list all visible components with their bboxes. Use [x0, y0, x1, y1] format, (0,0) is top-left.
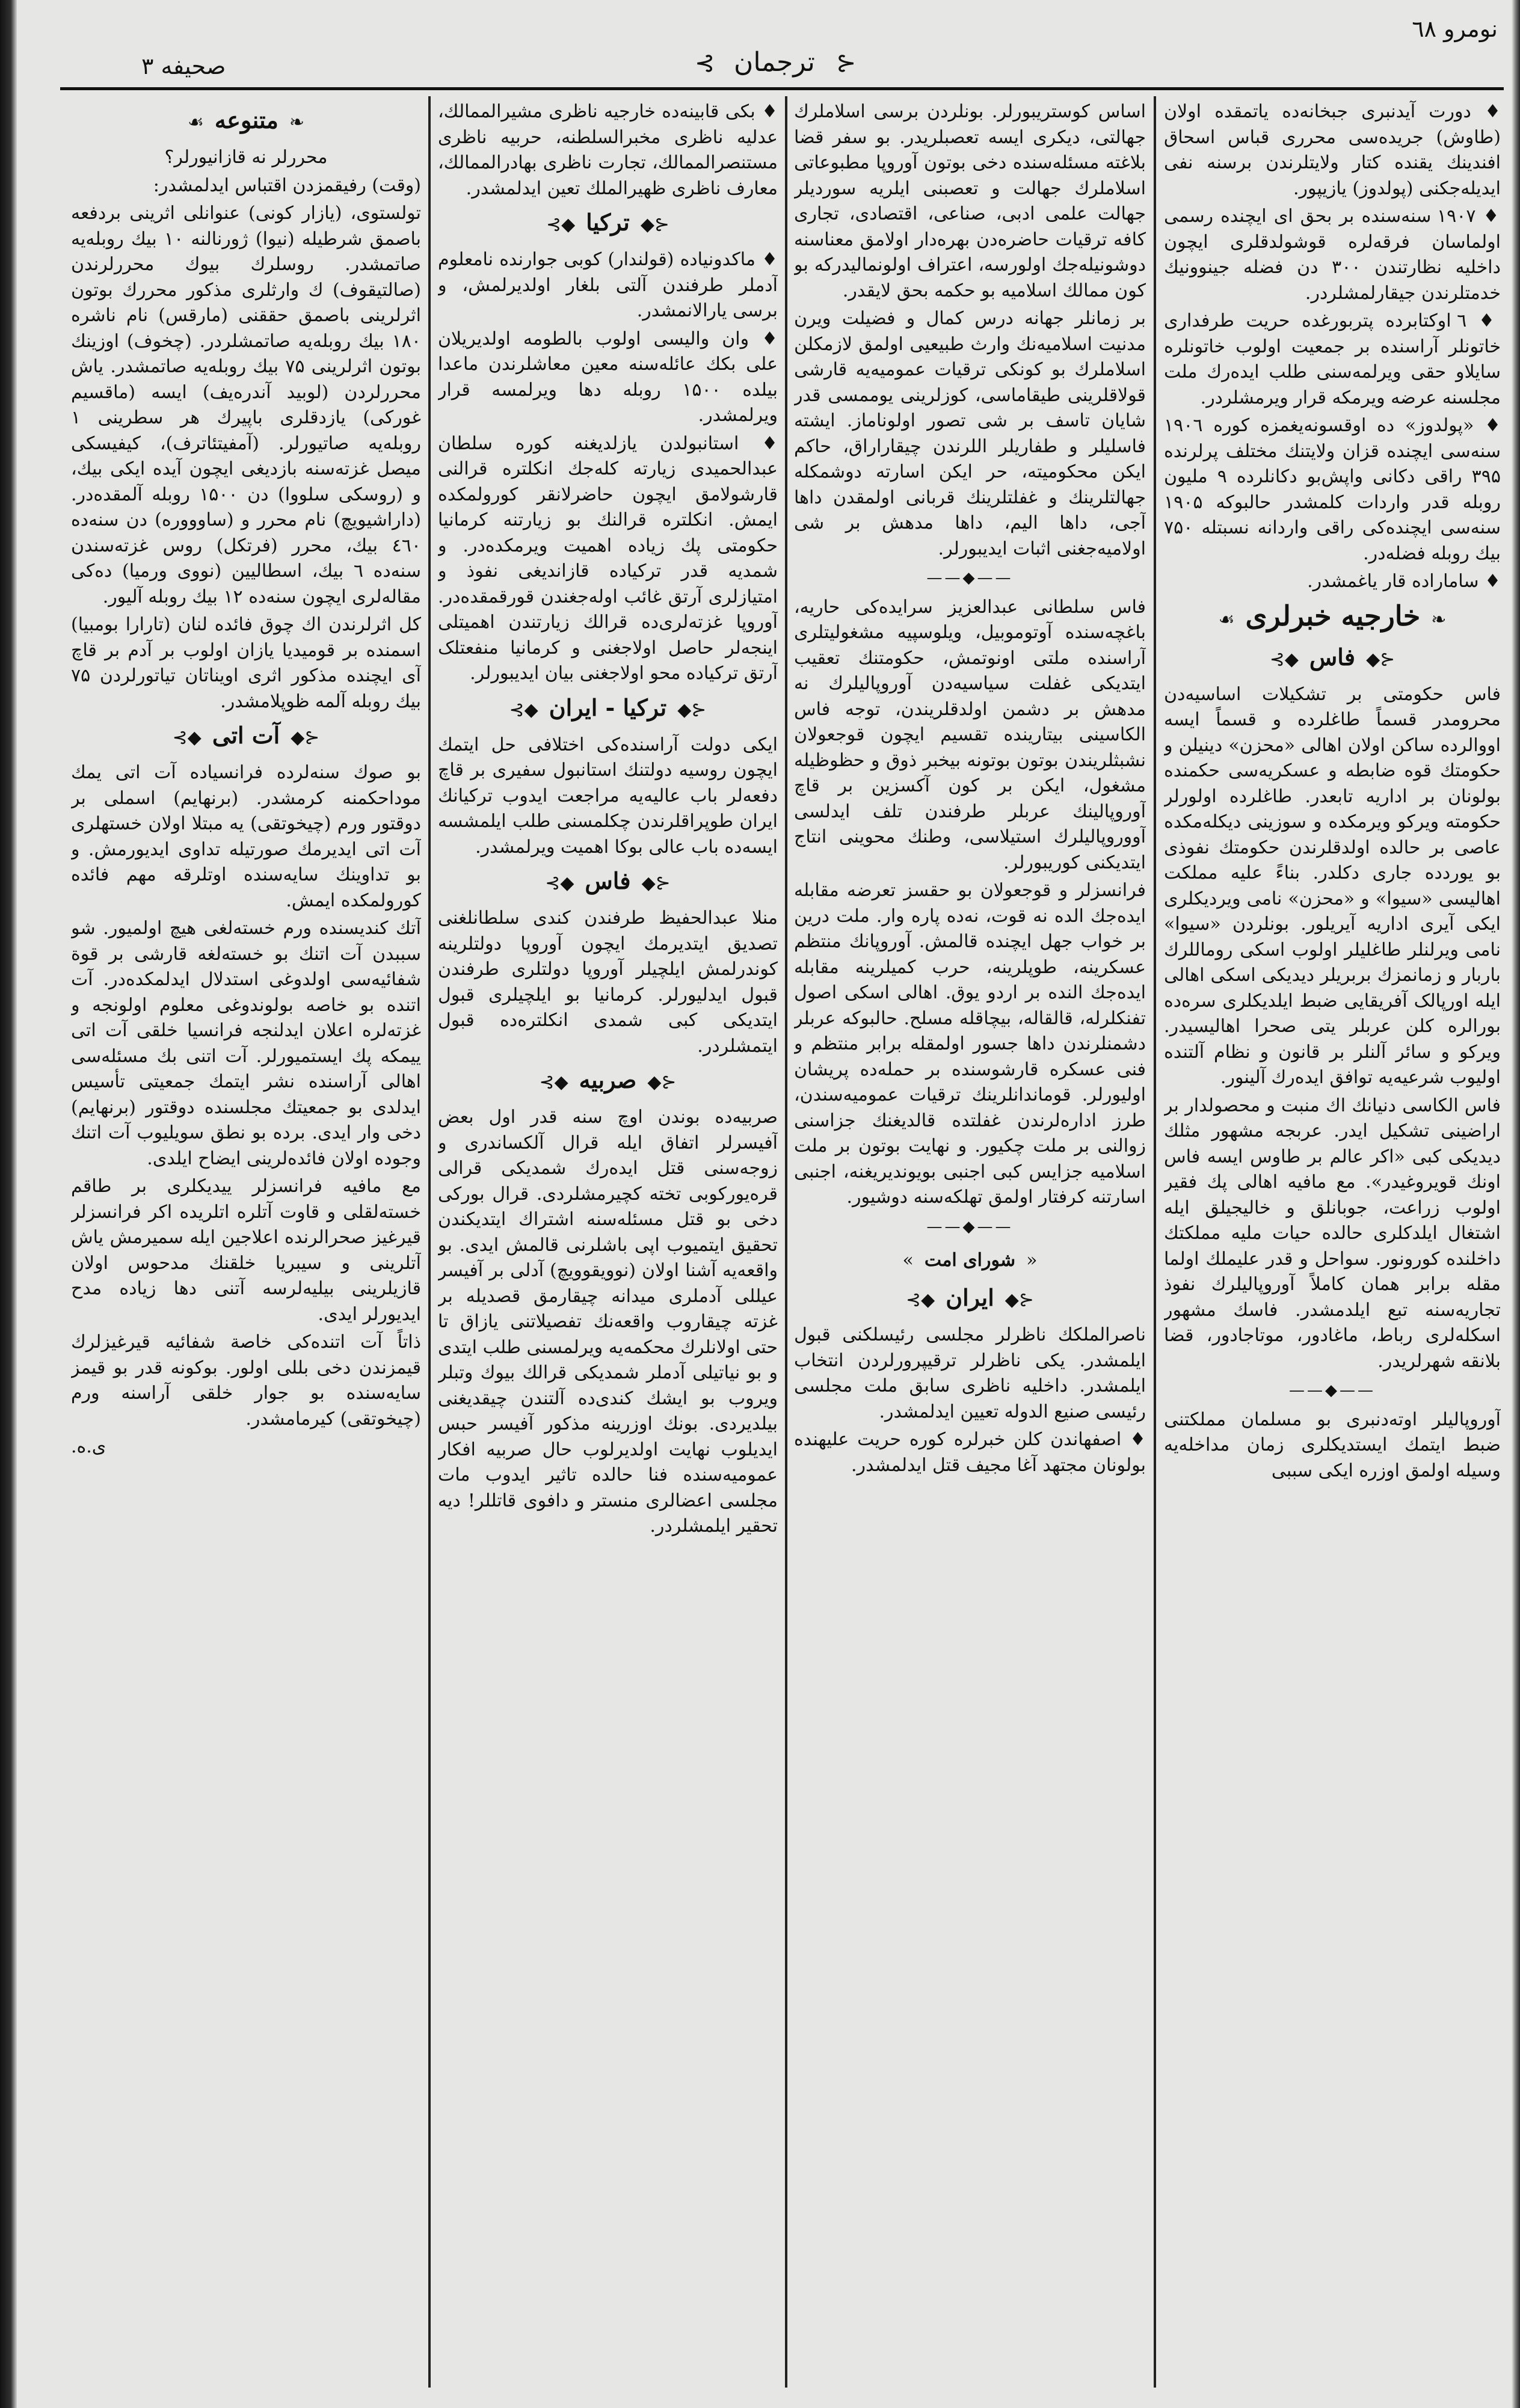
section-heading-turkey-iran	[438, 693, 778, 725]
ornament-icon: ⊰	[695, 49, 715, 77]
section-heading-iran	[794, 1283, 1146, 1315]
ornament-icon: ⊰◆	[677, 699, 707, 720]
divider-icon: ——◆——	[926, 1217, 1014, 1236]
article-paragraph: آتك کندیسنده ورم خسته‌لغی هیچ اولمیور. شو سببدن آت اتنك بو خسته‌لغه قارشی بر قوة شفائیه‌سی اولدوغی استدلال ایدلمکده‌در. آت اتنده بو خاصه بولوندوغی معلوم اولونجه و غزته‌لره اعلان ایدلنجه فرانسیا خلقی آت اتی ییمکه پك ایستمیورلر. آت اتنی بك مسئله‌سی اهالی آراسنده نشر ایتمك جمعیتی تأسیس ایدلدی بو جمعیتك مجلسنده دوقتور (برنهایم) دخی وار ایدی. برده بو نطق سویلیوب آت اتنك وجوده اولان فائده‌لرینی ایضاح ایلدی.	[71, 918, 421, 1169]
signature-line: «شورای امت»	[902, 1250, 1038, 1271]
ornament-icon: ☙	[1218, 609, 1235, 630]
section-heading-fas	[438, 866, 778, 898]
news-item: ♦ ٦ اوکتابرده پتربورغده حریت طرفداری خاتونلر آراسنده بر جمعیت اولوب خاتونلره سایلاو حقی ویرلمه‌سنی طلب ایده‌رك ملت مجلسنه عرضه ویرمکه قرار ویرمشلردر.	[1164, 310, 1501, 408]
ornament-icon: ⊰◆	[291, 727, 320, 748]
issue-number: نومرو ٦٨	[1412, 16, 1498, 42]
page-scan-edge	[1512, 0, 1520, 2408]
page-number: صحیفه ٣	[141, 53, 226, 79]
section-heading-horse-meat	[71, 720, 421, 753]
ornament-icon: ◆⊱	[546, 214, 576, 235]
signature-text: شورای امت	[924, 1250, 1016, 1271]
article-paragraph: آوروپالیلر اوته‌دنبری بو مسلمان مملکتنی ضبط ایتمك ایستدیکلری زمان مداخله‌یه وسیله اولمق اوزره ایکی سببی	[1164, 1408, 1501, 1481]
news-item: ♦ ساماراده قار یاغمشدر.	[1307, 571, 1501, 592]
ornament-icon: ⊰◆	[647, 1072, 677, 1093]
article-paragraph: ایکی دولت آراسنده‌کی اختلافی حل ایتمك ایچون روسیه دولتنك استانبول سفیری بر قاچ دفعه‌لر باب عالیه‌یه مراجعت ایدوب ترکیانك ایران طوپراقلرندن چکلمسنی طلب ایلمشسه ایسه‌ده باب عالی بوکا اهمیت ویرلمشدر.	[438, 734, 778, 858]
ornament-icon: ◆⊱	[172, 727, 202, 748]
section-title: ترکیا - ایران	[549, 693, 667, 721]
author-mark: ی.ه.	[71, 1436, 106, 1457]
section-title: ترکیا	[586, 209, 630, 236]
article-paragraph: فرانسزلر و قوجعولان بو حقسز تعرضه مقابله ایده‌جك الده نه قوت، نه‌ده پاره وار. ملت درین بر خواب جهل ایچنده قالمش. آوروپانك منتظم عسکرینه، طوپلرینه، حرب کمیلرینه مقابله ایده‌جك النده بر اردو یوق. اهالی اسکی اصول تفنکلرله، قالقاله، بیچاقله مسلح. حالبوکه عربلر دشمنلرندن داها جسور اولمقله برابر منتظم و فنی عسکره قارشوسنده بر حمله‌ده پریشان اولیورلر. قوماندانلرینك ترقیات عمومیه‌سندن، طرز اداره‌لرندن غفلتده قالدیغنك جزاسنی زوالنی بر ملت چکیور. و نهایت بوتون بر ملت اسلامیه جزایس کبی اجنبی بویوندیریغنه، اجنبی اسارتنه کرفتار اولمق تهلکه‌سنه دوشیور.	[794, 880, 1146, 1208]
masthead	[36, 11, 1504, 83]
news-item: ♦ بکی قابینه‌ده خارجیه ناظری مشیرالممالك، عدلیه ناظری مخبرالسلطنه، حربیه ناظری مستنصرالممالك، تجارت ناظری بهادرالممالك، معارف ناظری ظهیرالملك تعین ایدلمشدر.	[438, 101, 778, 199]
ornament-icon: ◆⊱	[509, 699, 538, 720]
section-heading-fas	[1164, 642, 1501, 675]
newspaper-title: ترجمان	[734, 47, 815, 78]
article-paragraph: بر زمانلر جهانه درس کمال و فضیلت ویرن مدنیت اسلامیه‌نك وارث طبیعیی اولمق لازمکلن اسلاملرك بو کونکی ترقیات عمومیه‌یه قارشی قولاقلرینی طیقاماسی، کوزلرینی یوممسی قدر شایان تاسف بر شی تصور اولوناماز. ایشته فاسلیلر و طفاریلر اللرندن چیقاراراق، حاکم ایکن محکومیته، حر ایکن اسارته دوشمکله جهالتلرینك و غفلتلرینك قربانی اولمقدن داها آجی، داها الیم، داها مدهش بر شی اولامیه‌جغنی اثبات ایدیبورلر.	[794, 308, 1146, 559]
ornament-icon: ❧	[1431, 609, 1447, 630]
article-paragraph: اساس کوستریبورلر. بونلردن برسی اسلاملرك جهالتی، دیکری ایسه تعصبلریدر. بو سفر قضا بلاغته مسئله‌سنده دخی بوتون آوروپا مطبوعاتی اسلاملرك جهالت و تعصبنی ایلریه سوردیلر جهالت علمی ادبی، صناعی، اقتصادی، تجاری کافه ترقیات حاضره‌دن بهره‌دار اولامق معناسنه دوشونیله‌جك اولورسه، اعتراف اولونمالیدرکه بو کون ممالك اسلامیه بو حکمه بحق لایقدر.	[794, 101, 1146, 301]
article-paragraph: ذاتاً آت اتنده‌کی خاصة شفائیه قیرغیزلرك قیمزندن دخی بللی اولور. بوکونه قدر بو قیمز سایه‌سنده بو جوار خلقی آراسنه ورم (چیخوتقی) کیرمامشدر.	[71, 1331, 421, 1430]
ornament-icon: ☙	[187, 112, 204, 133]
column-middle-left	[438, 99, 778, 2385]
section-title: ایران	[946, 1284, 994, 1311]
section-title: صربیه	[579, 1066, 637, 1093]
section-title: فاس	[585, 867, 631, 894]
ornament-icon: ⊰◆	[641, 873, 671, 894]
section-heading-turkey	[438, 207, 778, 240]
ornament-icon: ⊰◆	[1005, 1289, 1034, 1310]
section-heading-misc	[71, 105, 421, 138]
section-title: خارجیه خبرلری	[1245, 599, 1421, 632]
ornament-icon: ◆⊱	[905, 1289, 935, 1310]
column-rule	[1154, 96, 1156, 2388]
article-paragraph: فاس حکومتی بر تشکیلات اساسیه‌دن محرومدر قسماً طاغلرده و قسماً ایسه اووالرده ساکن اولان اهالی «محزن» دینیلن و حکومتك قوه ضابطه و عسکریه‌سی حکمنده بولونان بر اداریه تابعدر. طاغلرده اولورلر حکومته ویرکو ویرمکده و سوزینی دیکله‌مکده عاصی بر حالده اولدقلرندن حکومتك نفوذی بو یوردده جاری دکلدر. بناءً علیه مملکت اهالیسی «سیوا» و «محزن» نامی ویردیکلری ایکی آیری اداریه آیریلور. بونلردن «سیوا» نامی ویرلنلر طاغلیلر اولوب اسکی روماللرك باربار و زمانمزك بربریلر دیدیکی اسکی اهالی ایله اورپالک آفریقایی ضبط ایلدیکلری سره‌ده بورالره کلن عربلر یتی صحرا اهالیسیدر. ویرکو و سائر آلنلر بر قانون و نظام آلتنده اولیوب شرعیه‌یه توافق ایده‌رك آلینور.	[1164, 683, 1501, 1088]
ornament-icon: ◆⊱	[1269, 648, 1299, 670]
section-heading-serbia	[438, 1065, 778, 1098]
news-item: ♦ استانبولدن یازلدیغنه کوره سلطان عبدالحمیدی زیارته کله‌جك انکلتره قرالنی قارشولامق ایچون حاضرلانقر کورولمکده ایمش. انکلتره قرالنك بو زیارتنه کرمانیا حکومتی پك زیاده اهمیت ویرمکده‌در. و شمدیه قدر ترکیاده قازاندیغی نفوذ و امتیازلری آرتق غائب اوله‌جغندن قورقمقده‌در. آوروپا غزته‌لری‌ده قرالك زیارتندن اهمیتلی اینجه‌لر حاصل اولاجغنی و کرمانیا منفعتلک آرتق ترکیاده محو اولاجغنی بیان ایدیبورلر.	[438, 432, 778, 684]
column-middle-right	[794, 99, 1146, 2385]
divider-icon: ——◆——	[926, 569, 1014, 587]
ornament-icon: ◆⊱	[545, 873, 574, 894]
article-paragraph: فاس الکاسی دنیانك اك منبت و محصولدار بر اراضینی تشکیل ایدر. عربجه مشهور مثلك دیدیکی کبی «اکر عالم بر طاوس ایسه فاس اونك قویروغیدر». مع مافیه اهالی پك فقیر اولوب زراعت، جوبانلق و خالیجیلق ایله اشتغال ایلدکلری حالده حیات ملیه مملکتك داخلنده کورونور. سواحل و قدر علیملك اولما مقله برابر همان کاملاً آوروپالیلرك نفوذ تجاریه‌سنه تبع ایلدمشدر. فاسك مشهور اسکله‌لری رباط، ماغادور، موتاجادور، قضا بلانقه شهرلریدر.	[1164, 1095, 1501, 1372]
ornament-icon: ⊰◆	[1366, 648, 1395, 670]
ornament-icon: ◆⊱	[539, 1072, 568, 1093]
article-source: (وقت) رفیقمزدن اقتباس ایدلمشدر:	[153, 174, 421, 196]
article-subtitle: محررلر نه قازانیورلر؟	[164, 147, 328, 168]
ornament-icon: ❧	[289, 112, 304, 133]
news-item: ♦ «پولدوز» ده اوقسونه‌یغمزه کوره ۱۹۰٦ سنه‌سی ایچنده قزان ولایتنك مختلف پرلرنده ۳۹۵ راقی دکانی واپش‌بو دکانلرده ۹ ملیون روبله قدر واردات کلمشدر حالبوکه ۱۹۰۵ سنه‌سی ایچنده‌کی راقی واردانه نسبتله ۷۵۰ بیك روبله فضله‌در.	[1164, 415, 1501, 564]
column-left	[71, 99, 421, 2385]
article-paragraph: منلا عبدالحفیظ طرفندن کندی سلطانلغنی تصدیق ایتدیرمك ایچون آوروپا دولتلرینه کوندرلمش ایلچیلر آوروپا دولتلری طرفندن قبول ایدلیورلر. کرمانیا بو ایلچیلری قبول ایتدیکی کبی شمدی انکلتره‌ده قبول ایتمشلردر.	[438, 908, 778, 1057]
page-scan-edge	[0, 0, 17, 2408]
news-item: ♦ وان والیسی اولوب بالطومه اولدیریلان علی بکك عائله‌سنه معین معاشلرندن ماعدا بیلده ۱۵۰۰ روبله دها ویرلمسه قرار ویرلمشدر.	[438, 328, 778, 426]
article-paragraph: مع مافیه فرانسزلر ییدیکلری بر طاقم خسته‌لقلی و قاوت آتلره اتلریده اکر فرانسزلر قیرغیز صحرالرنده اعلاجین ایله سمیرمش یاش آتلرینی و سیبریا خلقنك مدحوس اولان قازیلرینی بیلیه‌لرسه آتنی دها زیاده مدح ایدیورلر ایدی.	[71, 1176, 421, 1325]
article-paragraph: تولستوی، (یازار کونی) عنوانلی اثرینی بردفعه باصمق شرطیله (نیوا) ژورنالنه ۱۰ بیك روبله‌یه صاتمشدر. روسلرك بیوك محررلرندن (صالتیقوف) ك وارثلری مذکور محررك بوتون اثرلرینی باصمق حققنی (مارقس) نام ناشره ۱۸۰ بیك روبله‌یه صاتمشلردر. (چخوف) اوزینك بوتون اثرلرینی ۷۵ بیك روبله‌یه صاتمشدر. یاش محررلردن (لوبید آندره‌یف) ایسه (ماقسیم غورکی) یازدقلری باپیرك هر سطرینی ۱ روبله‌یه صاتیورلر. (آمفیتئاترف)، کیفیسکی میصل غزته‌سنه بازدیغی ایچون آیده ایکی بیك، و (روسکی سلووا) دن ۱۵۰۰ روبله آلمقده‌در. (داراشیویچ) نام محرر و (ساوووره) دن سنه‌ده ٤٦۰ بیك، محرر (فرتکل) روس غزته‌سندن سنه‌ده ٦ بیك، اسطالیین (نووی ورمیا) ده‌کی مقاله‌لری ایچون سنه‌ده ۱۲ بیك روبله آلیور.	[71, 203, 421, 607]
news-item: ♦ ۱۹۰۷ سنه‌سنده بر بحق ای ایچنده رسمی اولماسان فرقه‌لره قوشولدقلری ایچون داخلیه نظارتندن ۳۰۰ دن فضله جینوونیك خدمتلرندن جیقارلمشلردر.	[1164, 206, 1501, 304]
article-paragraph: صربیه‌ده بوندن اوچ سنه قدر اول بعض آفیسرلر اتفاق ایله قرال آلکساندری و زوجه‌سنی قتل ایده‌رك شمدیکی قرالی قره‌یورکوبی تخته کچیرمشلردی. قرال بورکی دخی بو قتل مسئله‌سنه اشتراك ایتدیکندن تحقیق ایتمیوب اپی باشلرنی قالمش ایدی. بو واقعه‌یه آشنا اولان (نوویقوویچ) آدلی بر آفیسر عیللی آدملری میدانه چیقارمق قصدیله بر غزته چیقاروب واقعه‌نك تفصیلاتنی یازاق تا حتی اولانلرك محکمه‌یه ویرلمسنی طلب ایتدی و بو نیاتیلی آدملر شمدیکی قرالك بیوك وتبلر ویروب بو ایشك کندی‌ده آلتندن چیقدیغنی بیلدیردی. بونك اوزرینه مذکور آفیسر حبس ایدیلوب نهایت اولدیرلوب حال صربیه افکار عمومیه‌سنده فنا حالده تاثیر ایدوب مات مجلسی اعضالری منستر و دافوی قاتللر! دیه تحقیر ایلمشلردر.	[438, 1107, 778, 1537]
news-item: ♦ دورت آیدنبری جبخانه‌ده یاتمقده اولان (طاوش) جریده‌سی محرری قباس اسحاق افندینك یقنده کتار ولایتلرندن برسنه نفی ایدیله‌جکنی (پولدوز) یازیپور.	[1164, 101, 1501, 199]
news-item: ♦ اصفهاندن کلن خبرلره کوره حریت علیهنده بولونان مجتهد آغا مجیف قتل ایدلمشدر.	[794, 1429, 1146, 1476]
divider-icon: ——◆——	[1289, 1381, 1376, 1399]
column-rule	[785, 96, 787, 2388]
article-paragraph: بو صوك سنه‌لرده فرانسیاده آت اتی یمك موداحکمنه کرمشدر. (برنهایم) اسملی بر دوقتور ورم (چیخوتقی) یه مبتلا اولان خستهلری آت اتی ایدیرمك صورتیله تداوی ایدیورمش. و بو تداوینك سایه‌سنده اوتلرقه مهم فائده کورولمکده ایمش.	[71, 762, 421, 911]
news-item: ناصرالملکك ناظرلر مجلسی رئیسلکنی قبول ایلمشدر. یکی ناظرلر ترقیپرورلردن انتخاب ایلمشدر. داخلیه ناظری سابق ملت مجلسی رئیسی صنیع الدوله تعیین ایدلمشدر.	[794, 1324, 1146, 1422]
header-rule	[60, 87, 1504, 90]
article-paragraph: کل اثرلرندن اك چوق فائده لنان (تارارا بومبیا) اسمنده بر قومیدیا یازان اولوب بر آدم بر قاچ آی ایچنده مذکور اثری اویناتان تیاتورلردن ۷۵ بیك روبله آلمه ظوپلامشدر.	[71, 614, 421, 712]
section-title: آت اتی	[212, 722, 280, 749]
column-rule	[428, 96, 431, 2388]
section-title: فاس	[1309, 643, 1356, 671]
ornament-icon: ⊰◆	[640, 214, 670, 235]
news-item: ♦ ماکدونیاده (قولندار) کوبی جوارنده نامعلوم آدملر طرفندن آلتی بلغار اولدیرلمش، و برسی یارالانمشدر.	[438, 249, 778, 321]
section-heading-foreign-news	[1164, 601, 1501, 635]
section-title: متنوعه	[214, 106, 278, 134]
article-paragraph: فاس سلطانی عبدالعزیز سرایده‌کی حاریه، باغچه‌سنده آوتوموبیل، ویلوسپیه مشغولیتلری آراسنده ملتی اونوتمش، حکومتنك تعقیب ایتدیکی غفلت سیاسیه‌دن آوروپالیلرك نه مدهش بر دشمن اولدقلریندن، توجه فاس الکاسینی بیتارینده تقسیم ایچون قوجعولان نشبثلریندن بوتون بوتونه بیخبر ذوق و حظوظیله مشغول، ایکن بر کون آکسزین بر قاچ آوروپالینك عربلر طرفندن تلف ایدلسی آووروپالیلرك استیلاسی، وطنك محوینی انتاج ایتدیکنی کوریبورلر.	[794, 596, 1146, 873]
column-right	[1164, 99, 1501, 2385]
ornament-icon: ⊱	[836, 49, 857, 77]
